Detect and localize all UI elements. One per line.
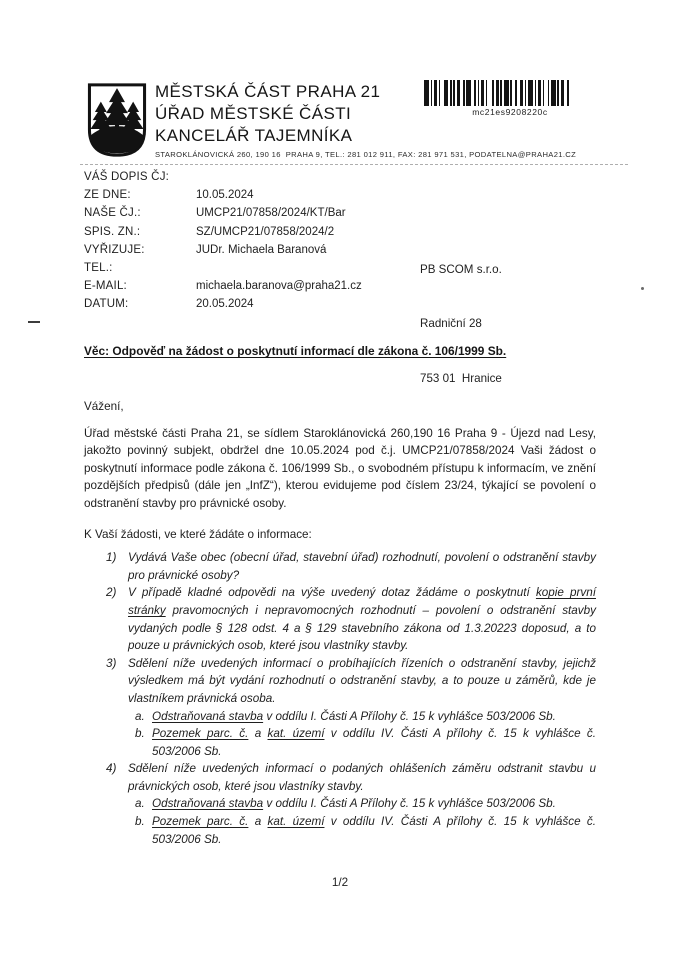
meta-label: VÁŠ DOPIS ČJ: bbox=[84, 171, 170, 183]
meta-row-email bbox=[84, 280, 414, 298]
list-item-1 bbox=[106, 549, 596, 584]
list-item-number: 1) bbox=[106, 551, 117, 565]
meta-value: JUDr. Michaela Baranová bbox=[196, 243, 327, 256]
sub-item-letter: a. bbox=[135, 797, 145, 811]
sub-item-text: Pozemek parc. č. a kat. území v oddílu IV. Části A přílohy č. 15 k vyhlášce č. 503/2006 Sb. bbox=[152, 727, 596, 758]
org-name-line3: KANCELÁŘ TAJEMNÍKA bbox=[155, 126, 353, 145]
sub-item-letter: a. bbox=[135, 709, 145, 723]
scan-artifact-dot bbox=[641, 287, 644, 290]
meta-row-vas-dopis bbox=[84, 171, 414, 189]
meta-value: UMCP21/07858/2024/KT/Bar bbox=[196, 207, 346, 220]
list-item-number: 4) bbox=[106, 762, 117, 776]
meta-row-ze-dne bbox=[84, 189, 414, 207]
list-item-2 bbox=[106, 584, 596, 654]
list-item-text: Sdělení níže uvedených informací o probíhajících řízeních o odstranění stavby, jejichž výsledkem má být vydání rozhodnutí o odstranění stavby, a to pouze u záměrů, kde je vlastníkem právnická osoba. bbox=[128, 656, 596, 705]
meta-row-spis-zn bbox=[84, 226, 414, 244]
list-item-text: Sdělení níže uvedených informací o podaných ohlášeních záměru odstranit stavbu u právnických osob, které jsou vlastníky stavby. bbox=[128, 762, 596, 793]
barcode-label: mc21es9208220c bbox=[472, 107, 548, 117]
meta-row-tel bbox=[84, 262, 414, 280]
sub-item-3a bbox=[135, 708, 596, 726]
meta-value: 10.05.2024 bbox=[196, 189, 254, 202]
meta-label: E-MAIL: bbox=[84, 280, 127, 293]
sub-item-3b bbox=[135, 725, 596, 760]
subject-line: Věc: Odpověď na žádost o poskytnutí informací dle zákona č. 106/1999 Sb. bbox=[84, 344, 507, 358]
recipient-block bbox=[420, 224, 502, 425]
sub-item-text: Pozemek parc. č. a kat. území v oddílu IV. Části A přílohy č. 15 k vyhlášce č. 503/2006 Sb. bbox=[152, 815, 596, 846]
recipient-name: PB SCOM s.r.o. bbox=[420, 262, 502, 276]
list-item-text: Vydává Vaše obec (obecní úřad, stavební úřad) rozhodnutí, povolení o odstranění stavby pro právnické osoby? bbox=[128, 551, 596, 582]
meta-label: NAŠE ČJ.: bbox=[84, 207, 141, 220]
org-name-line1: MĚSTSKÁ ČÁST PRAHA 21 bbox=[155, 82, 381, 101]
meta-row-vyrizuje bbox=[84, 244, 414, 262]
coat-of-arms-icon bbox=[86, 82, 148, 163]
meta-block bbox=[84, 171, 414, 317]
sub-item-letter: b. bbox=[135, 815, 145, 829]
request-list bbox=[84, 549, 596, 848]
meta-value: SZ/UMCP21/07858/2024/2 bbox=[196, 225, 335, 238]
meta-label: DATUM: bbox=[84, 298, 129, 311]
meta-label: TEL.: bbox=[84, 261, 113, 274]
org-name-line2: ÚŘAD MĚSTSKÉ ČÁSTI bbox=[155, 104, 352, 123]
page-number: 1/2 bbox=[331, 876, 349, 889]
list-item-number: 3) bbox=[106, 656, 117, 670]
meta-label: SPIS. ZN.: bbox=[84, 225, 141, 238]
letter-body bbox=[84, 398, 596, 848]
barcode-bars-image bbox=[424, 80, 572, 106]
recipient-street: Radniční 28 bbox=[420, 317, 482, 331]
meta-row-datum bbox=[84, 298, 414, 316]
list-item-3 bbox=[106, 655, 596, 761]
meta-row-nase-cj bbox=[84, 207, 414, 225]
meta-value: 20.05.2024 bbox=[196, 298, 254, 311]
sub-item-4a bbox=[135, 795, 596, 813]
org-address-line: STAROKLÁNOVICKÁ 260, 190 16 PRAHA 9, TEL.: 281 012 911, FAX: 281 971 531, PODATELNA@PRAHA21.CZ bbox=[155, 150, 577, 159]
list-item-number: 2) bbox=[106, 586, 117, 600]
salutation: Vážení, bbox=[84, 400, 124, 413]
paragraph-intro: Úřad městské části Praha 21, se sídlem Staroklánovická 260,190 16 Praha 9 - Újezd nad Lesy, jakožto povinný subjekt, obdržel dne 10.05.2024 pod č.j. UMCP21/07858/2024 Vaši žádost o poskytnutí informace podle zákona č. 106/1999 Sb., o svobodném přístupu k informacím, ve znění pozdějších předpisů (dále jen „InfZ“), kterou evidujeme pod číslem 23/24, týkající se povolení o odstranění stavby pro právnické osoby. bbox=[84, 426, 596, 510]
meta-value: michaela.baranova@praha21.cz bbox=[196, 280, 362, 293]
paragraph-request-lead: K Vaší žádosti, ve které žádáte o informace: bbox=[84, 527, 312, 541]
list-item-4 bbox=[106, 760, 596, 848]
sub-item-letter: b. bbox=[135, 727, 145, 741]
sub-item-4b bbox=[135, 813, 596, 848]
sub-item-text: Odstraňovaná stavba v oddílu I. Části A Přílohy č. 15 k vyhlášce 503/2006 Sb. bbox=[152, 709, 556, 723]
header-divider bbox=[80, 164, 628, 165]
barcode bbox=[424, 80, 572, 117]
meta-label: VYŘIZUJE: bbox=[84, 243, 145, 256]
list-item-text: V případě kladné odpovědi na výše uvedený dotaz žádáme o poskytnutí kopie první stránky pravomocných i nepravomocných rozhodnutí – povolení o odstranění stavby vydaných podle § 128 odst. 4 a § 129 stavebního zákona od 1.3.20223 doposud, a to pouze u právnických osob, které jsou vlastníky stavby. bbox=[128, 586, 596, 653]
recipient-city: 753 01 Hranice bbox=[420, 372, 502, 386]
meta-label: ZE DNE: bbox=[84, 189, 131, 202]
sub-item-text: Odstraňovaná stavba v oddílu I. Části A Přílohy č. 15 k vyhlášce 503/2006 Sb. bbox=[152, 797, 556, 811]
scan-artifact-dash bbox=[28, 321, 40, 323]
